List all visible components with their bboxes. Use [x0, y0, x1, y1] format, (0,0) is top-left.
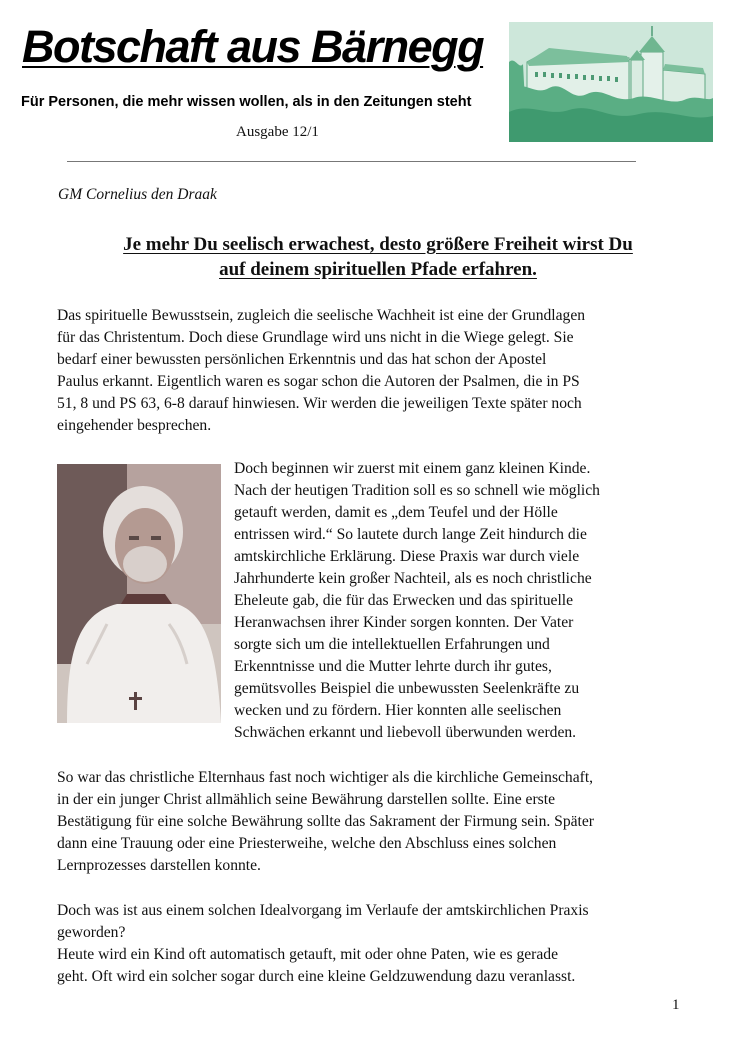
castle-image	[509, 22, 713, 142]
text-line: Paulus erkannt. Eigentlich waren es sogar schon die Autoren der Psalmen, die in PS	[57, 373, 580, 390]
castle-illustration	[509, 22, 713, 142]
text-line: eingehender besprechen.	[57, 417, 212, 434]
text-line: Doch beginnen wir zuerst mit einem ganz kleinen Kinde.	[234, 460, 591, 477]
text-line: sorgte sich um die intellektuellen Erfahrungen und	[234, 636, 550, 653]
text-line: So war das christliche Elternhaus fast noch wichtiger als die kirchliche Gemeinschaft,	[57, 769, 594, 786]
text-line: Jahrhunderte kein großer Nachteil, als es noch christliche	[234, 570, 592, 587]
header-divider	[67, 161, 636, 162]
masthead-title: Botschaft aus Bärnegg	[22, 21, 484, 72]
text-line: wecken und zu fördern. Hier konnten alle seelischen	[234, 702, 562, 719]
page-number: 1	[672, 997, 680, 1013]
text-line: entrissen wird.“ So lautete durch lange Zeit hindurch die	[234, 526, 587, 543]
article-title-line: Je mehr Du seelisch erwachest, desto größere Freiheit wirst Du	[123, 234, 633, 255]
article-paragraph	[57, 900, 589, 988]
article-paragraph	[57, 767, 594, 877]
issue-label: Ausgabe 12/1	[236, 124, 319, 140]
text-line: amtskirchliche Erklärung. Diese Praxis war durch viele	[234, 548, 580, 565]
text-line: gemütsvolles Beispiel die unbewussten Seelenkräfte zu	[234, 680, 580, 697]
text-line: bedarf einer bewussten persönlichen Erkenntnis und das hat schon der Apostel	[57, 351, 547, 368]
text-line: Nach der heutigen Tradition soll es so schnell wie möglich	[234, 482, 600, 499]
text-line: Doch was ist aus einem solchen Idealvorgang im Verlaufe der amtskirchlichen Praxis	[57, 902, 589, 919]
portrait-illustration	[57, 464, 221, 723]
text-line: in der ein junger Christ allmählich seine Bewährung darstellen sollte. Eine erste	[57, 791, 555, 808]
text-line: Lernprozesses darstellen konnte.	[57, 857, 261, 874]
article-paragraph	[57, 305, 585, 437]
text-line: Schwächen erkannt und liebevoll überwunden werden.	[234, 724, 577, 741]
article-author: GM Cornelius den Draak	[58, 186, 217, 203]
author-portrait-photo	[57, 464, 221, 723]
article-title	[58, 232, 698, 282]
text-line: geht. Oft wird ein solcher sogar durch eine kleine Geldzuwendung dazu veranlasst.	[57, 968, 576, 985]
text-line: Eheleute gab, die für das Erwecken und das spirituelle	[234, 592, 574, 609]
article-title-line: auf deinem spirituellen Pfade erfahren.	[219, 259, 537, 280]
text-line: 51, 8 und PS 63, 6-8 darauf hinwiesen. Wir werden die jeweiligen Texte später noch	[57, 395, 582, 412]
text-line: Heranwachsen ihrer Kinder sorgen konnten. Der Vater	[234, 614, 574, 631]
masthead-subtitle: Für Personen, die mehr wissen wollen, als in den Zeitungen steht	[21, 94, 472, 110]
text-line: Erkenntnisse und die Mutter lehrte durch ihr gutes,	[234, 658, 552, 675]
text-line: dann eine Trauung oder eine Priesterweihe, welche den Abschluss eines solchen	[57, 835, 557, 852]
text-line: geworden?	[57, 924, 126, 941]
article-paragraph	[234, 458, 600, 744]
text-line: Das spirituelle Bewusstsein, zugleich die seelische Wachheit ist eine der Grundlagen	[57, 307, 586, 324]
text-line: für das Christentum. Doch diese Grundlage wird uns nicht in die Wiege gelegt. Sie	[57, 329, 574, 346]
text-line: Heute wird ein Kind oft automatisch getauft, mit oder ohne Paten, wie es gerade	[57, 946, 559, 963]
text-line: Bestätigung für eine solche Bewährung sollte das Sakrament der Firmung sein. Später	[57, 813, 594, 830]
text-line: getauft werden, damit es „dem Teufel und der Hölle	[234, 504, 558, 521]
